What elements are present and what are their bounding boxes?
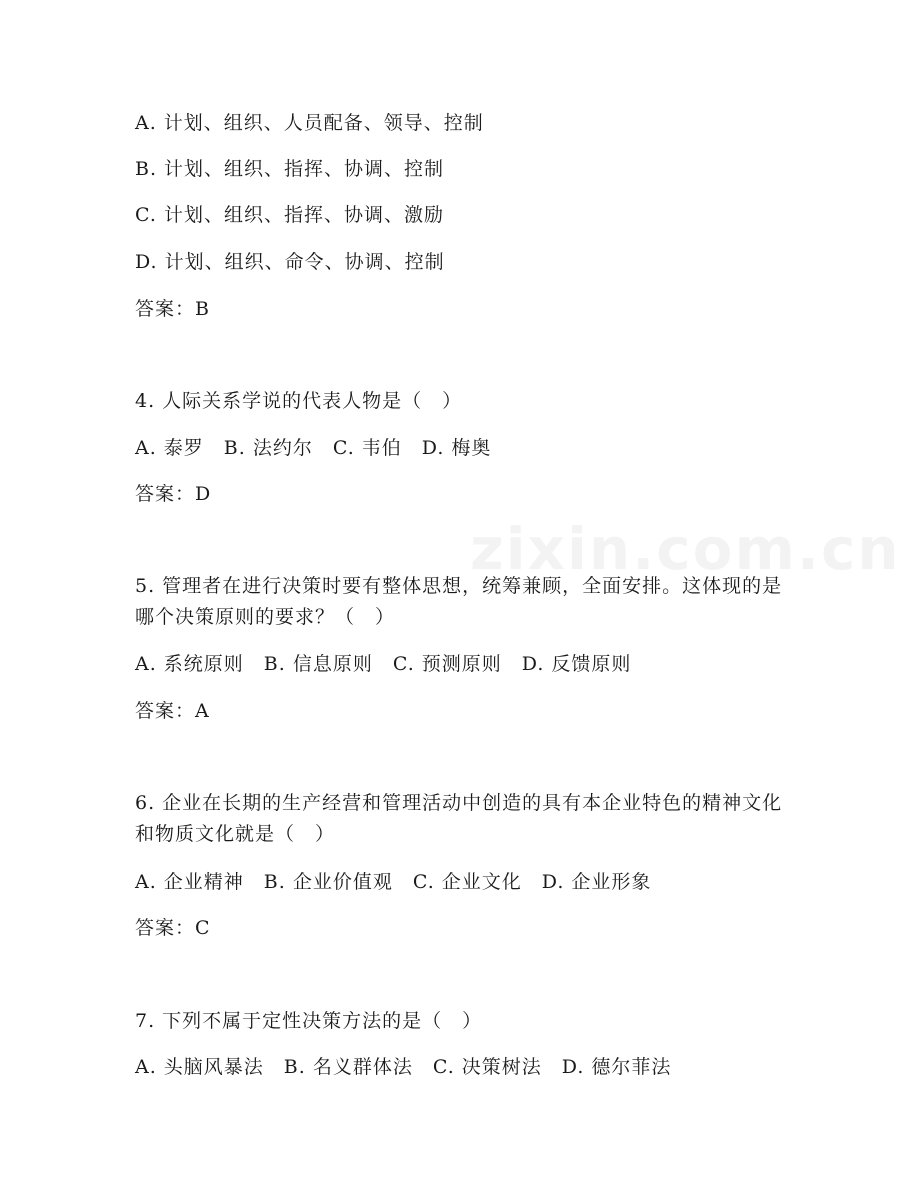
q6-question: 6. 企业在长期的生产经营和管理活动中创造的具有本企业特色的精神文化和物质文化就是（ ）	[135, 792, 783, 845]
q6-options: A. 企业精神 B. 企业价值观 C. 企业文化 D. 企业形象	[135, 871, 652, 893]
q3-option-a: A. 计划、组织、人员配备、领导、控制	[135, 112, 484, 134]
q3-option-b: B. 计划、组织、指挥、协调、控制	[135, 158, 445, 180]
q4-question: 4. 人际关系学说的代表人物是（ ）	[135, 390, 463, 412]
q7-question: 7. 下列不属于定性决策方法的是（ ）	[135, 1010, 483, 1032]
q3-answer: 答案：B	[135, 298, 210, 320]
q5-question: 5. 管理者在进行决策时要有整体思想，统筹兼顾，全面安排。这体现的是哪个决策原则的要求？（ ）	[135, 575, 783, 628]
q4-answer: 答案：D	[135, 483, 212, 505]
q6-answer: 答案：C	[135, 917, 211, 939]
q7-options: A. 头脑风暴法 B. 名义群体法 C. 决策树法 D. 德尔菲法	[135, 1056, 672, 1078]
q5-answer: 答案：A	[135, 700, 210, 722]
q4-options: A. 泰罗 B. 法约尔 C. 韦伯 D. 梅奥	[135, 437, 492, 459]
q3-option-d: D. 计划、组织、命令、协调、控制	[135, 251, 445, 273]
q3-option-c: C. 计划、组织、指挥、协调、激励	[135, 204, 444, 226]
q5-options: A. 系统原则 B. 信息原则 C. 预测原则 D. 反馈原则	[135, 653, 632, 675]
